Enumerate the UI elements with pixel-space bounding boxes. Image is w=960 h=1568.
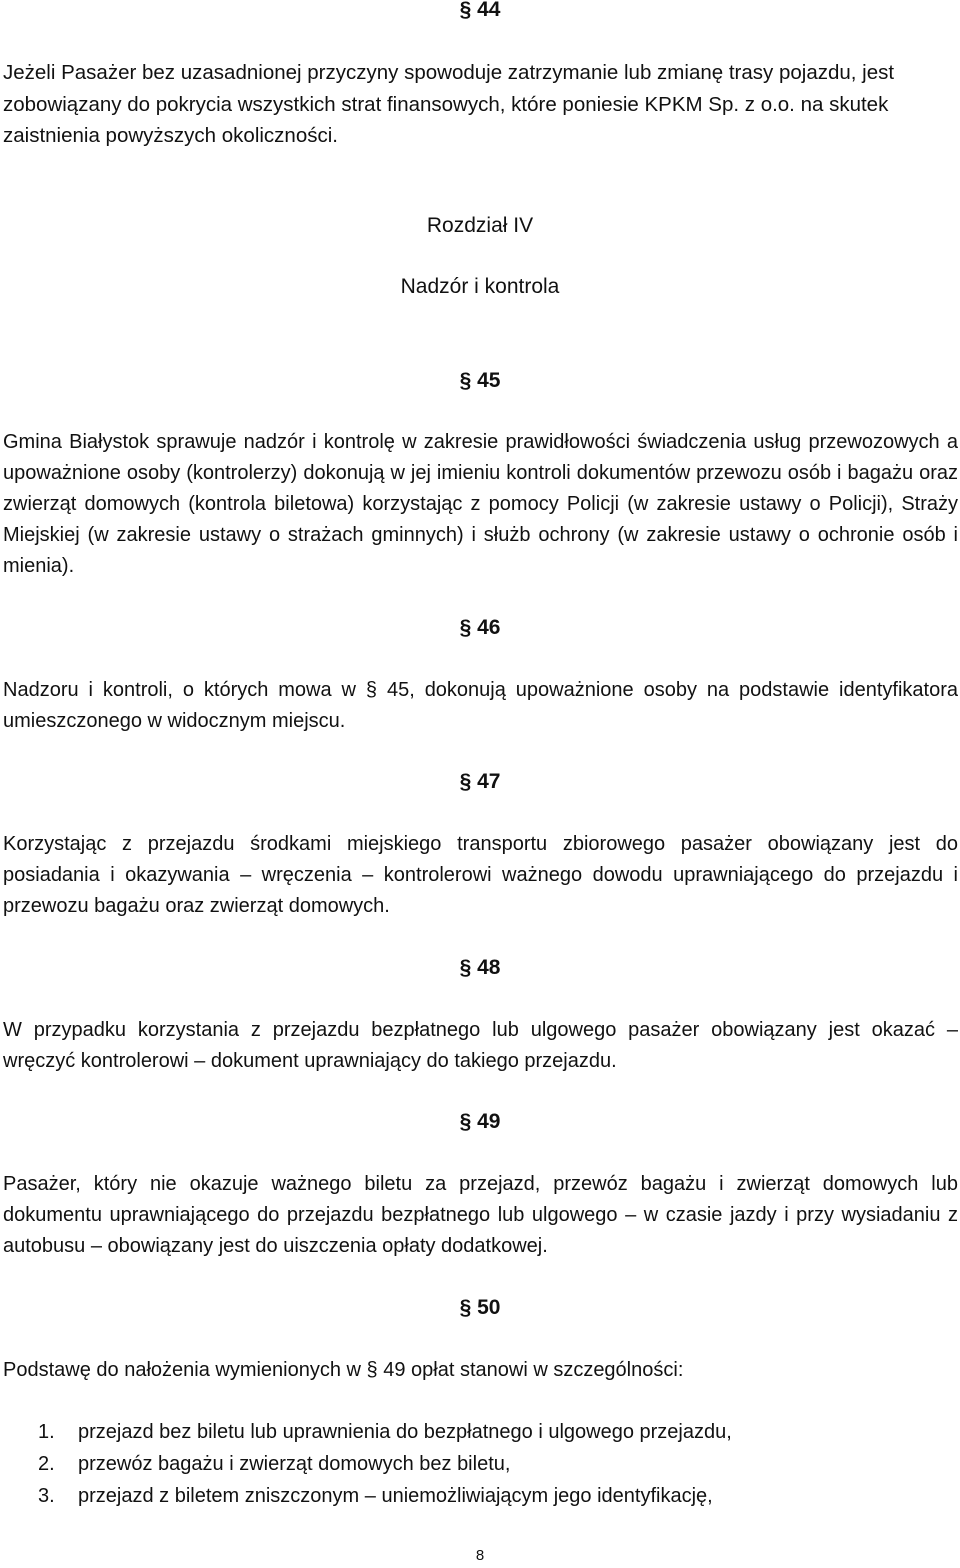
section-heading-48: § 48	[459, 956, 501, 979]
paragraph-46: Nadzoru i kontroli, o których mowa w § 45, dokonują upoważnione osoby na podstawie identyfikatora umieszczonego w widocznym miejscu.	[3, 679, 958, 732]
section-heading-46: § 46	[459, 616, 501, 639]
list-item	[38, 1448, 732, 1480]
list-item-text: przejazd z biletem zniszczonym – uniemożliwiającym jego identyfikację,	[78, 1485, 713, 1507]
list-item-number: 3.	[38, 1485, 55, 1507]
section-heading-47: § 47	[459, 770, 501, 793]
paragraph-44: Jeżeli Pasażer bez uzasadnionej przyczyny spowoduje zatrzymanie lub zmianę trasy pojazdu, jest zobowiązany do pokrycia wszystkich strat finansowych, które poniesie KPKM Sp. z o.o. na skutek zaistnienia powyższych okoliczności.	[3, 61, 895, 147]
paragraph-50: Podstawę do nałożenia wymienionych w § 49 opłat stanowi w szczególności:	[3, 1359, 684, 1381]
list-item	[38, 1480, 732, 1512]
section-heading-45: § 45	[459, 369, 501, 392]
list-item-number: 2.	[38, 1453, 55, 1475]
list-item-number: 1.	[38, 1421, 55, 1443]
paragraph-49: Pasażer, który nie okazuje ważnego biletu za przejazd, przewóz bagażu i zwierząt domowych lub dokumentu uprawniającego do przejazdu bezpłatnego lub ulgowego – w czasie jazdy i przy wysiadaniu z autobusu – obowiązany jest do uiszczenia opłaty dodatkowej.	[3, 1173, 958, 1257]
paragraph-47: Korzystając z przejazdu środkami miejskiego transportu zbiorowego pasażer obowiązany jest do posiadania i okazywania – wręczenia – kontrolerowi ważnego dowodu uprawniającego do przejazdu i przewozu bagażu oraz zwierząt domowych.	[3, 833, 958, 917]
section-heading-44: § 44	[459, 0, 501, 21]
list-item-text: przejazd bez biletu lub uprawnienia do bezpłatnego i ulgowego przejazdu,	[78, 1421, 732, 1443]
chapter-title: Nadzór i kontrola	[400, 275, 560, 298]
penalty-basis-list	[38, 1416, 732, 1512]
list-item	[38, 1416, 732, 1448]
chapter-number: Rozdział IV	[426, 214, 534, 237]
page-number: 8	[475, 1547, 485, 1564]
section-heading-50: § 50	[459, 1296, 501, 1319]
paragraph-45: Gmina Białystok sprawuje nadzór i kontrolę w zakresie prawidłowości świadczenia usług przewozowych a upoważnione osoby (kontrolerzy) dokonują w jej imieniu kontroli dokumentów przewozu osób i bagażu oraz zwierząt domowych (kontrola biletowa) korzystając z pomocy Policji (w zakresie ustawy o Policji), Straży Miejskiej (w zakresie ustawy o strażach gminnych) i służb ochrony (w zakresie ustawy o ochronie osób i mienia).	[3, 431, 958, 577]
section-heading-49: § 49	[459, 1110, 501, 1133]
paragraph-48: W przypadku korzystania z przejazdu bezpłatnego lub ulgowego pasażer obowiązany jest okazać – wręczyć kontrolerowi – dokument uprawniający do takiego przejazdu.	[3, 1019, 958, 1072]
list-item-text: przewóz bagażu i zwierząt domowych bez biletu,	[78, 1453, 511, 1475]
